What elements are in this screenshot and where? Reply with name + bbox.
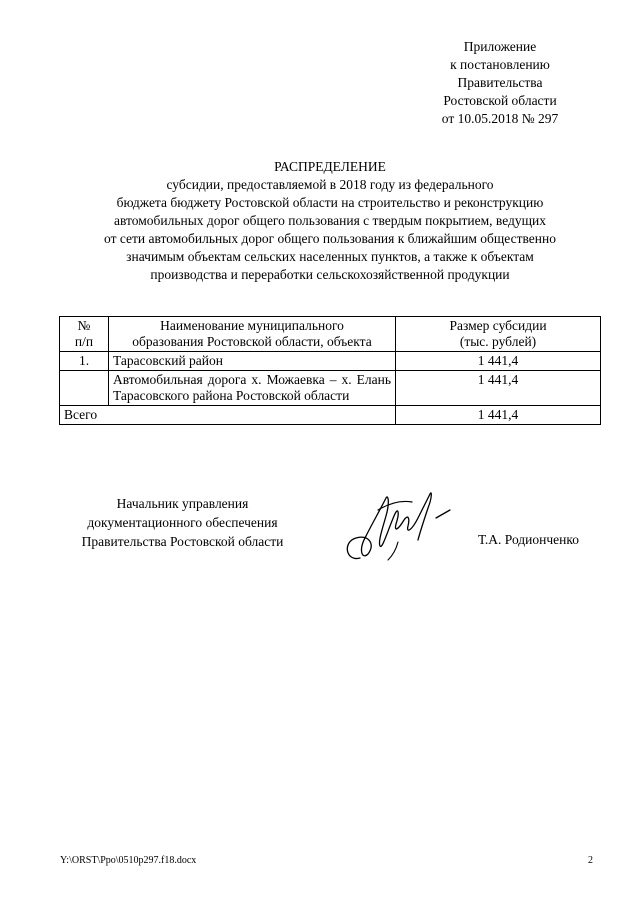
footer-file-path: Y:\ORST\Ppo\0510p297.f18.docx xyxy=(60,855,197,866)
appendix-line: от 10.05.2018 № 297 xyxy=(441,111,559,126)
table-header-row xyxy=(60,317,601,352)
cell-num xyxy=(60,371,109,406)
cell-name: Тарасовский район xyxy=(109,352,396,371)
header-amount-line: (тыс. рублей) xyxy=(459,334,537,349)
title-line: субсидии, предоставляемой в 2018 году из федерального xyxy=(166,177,494,192)
title-line: производства и переработки сельскохозяйственной продукции xyxy=(150,267,510,282)
header-name-line: образования Ростовской области, объекта xyxy=(132,334,372,349)
cell-num: 1. xyxy=(60,352,109,371)
header-num-line: № xyxy=(77,318,91,333)
appendix-line: Правительства xyxy=(457,75,543,90)
position-line: Правительства Ростовской области xyxy=(81,534,284,549)
cell-amount: 1 441,4 xyxy=(396,371,601,406)
appendix-line: Ростовской области xyxy=(443,93,557,108)
title-line: значимым объектам сельских населенных пунктов, а также к объектам xyxy=(126,249,534,264)
header-amount-line: Размер субсидии xyxy=(449,318,547,333)
table-row xyxy=(60,352,601,371)
header-amount xyxy=(396,317,601,352)
appendix-line: Приложение xyxy=(463,39,537,54)
table-total-row xyxy=(60,406,601,425)
total-label: Всего xyxy=(60,406,396,425)
title-line: от сети автомобильных дорог общего пользования к ближайшим общественно xyxy=(104,231,556,246)
position-line: документационного обеспечения xyxy=(87,515,278,530)
signatory-position xyxy=(60,494,305,551)
cell-name: Автомобильная дорога х. Можаевка – х. Елань Тарасовского района Ростовской области xyxy=(109,371,396,406)
appendix-block xyxy=(390,38,610,128)
title-line: бюджета бюджету Ростовской области на строительство и реконструкцию xyxy=(116,195,544,210)
title-heading: РАСПРЕДЕЛЕНИЕ xyxy=(274,159,386,174)
cell-amount: 1 441,4 xyxy=(396,352,601,371)
table-row xyxy=(60,371,601,406)
header-name xyxy=(109,317,396,352)
handwritten-signature xyxy=(338,480,458,570)
distribution-table xyxy=(59,316,601,425)
header-num xyxy=(60,317,109,352)
signatory-name: Т.А. Родионченко xyxy=(478,532,579,547)
total-amount: 1 441,4 xyxy=(396,406,601,425)
position-line: Начальник управления xyxy=(116,496,249,511)
page-number: 2 xyxy=(588,855,593,866)
title-line: автомобильных дорог общего пользования с твердым покрытием, ведущих xyxy=(113,213,547,228)
appendix-line: к постановлению xyxy=(450,57,550,72)
header-num-line: п/п xyxy=(74,334,94,349)
document-title xyxy=(60,158,600,284)
header-name-line: Наименование муниципального xyxy=(160,318,344,333)
